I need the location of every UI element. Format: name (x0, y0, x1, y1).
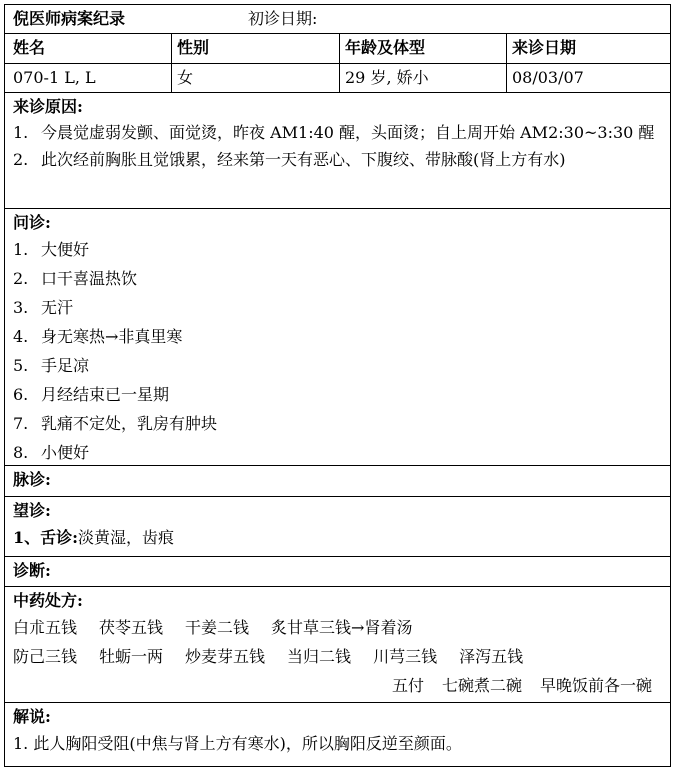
record-header (4, 4, 671, 34)
inquiry-item (5, 293, 670, 322)
inquiry-item-number: 6. (13, 385, 29, 404)
explanation-title: 解说: (13, 707, 51, 726)
herb-item: 当归二钱 (287, 647, 352, 666)
herb-item: 牡蛎一两 (99, 647, 164, 666)
tongue-text: 淡黄湿，齿痕 (78, 528, 175, 547)
inquiry-item-number: 2. (13, 269, 29, 288)
explanation-item-number: 1. (13, 734, 29, 753)
pulse-title: 脉诊: (13, 470, 51, 489)
diagnosis-title: 诊断: (13, 561, 51, 580)
inquiry-item-text: 无汗 (41, 298, 74, 317)
inquiry-item (5, 264, 670, 293)
inquiry-item-number: 8. (13, 443, 29, 462)
visit-date: 08/03/07 (506, 64, 670, 92)
inquiry-title: 问诊: (13, 213, 51, 232)
explanation-item-text: 此人胸阳受阻(中焦与肾上方有寒水)，所以胸阳反逆至颜面。 (33, 734, 462, 753)
inquiry-item (5, 409, 670, 438)
inquiry-item-number: 4. (13, 327, 29, 346)
herb-item: 白朮五钱 (13, 618, 78, 637)
herb-item: 泽泻五钱 (459, 647, 524, 666)
prescription-section (4, 587, 671, 703)
reason-item-text: 今晨觉虚弱发颤、面觉烫，昨夜 AM1:40 醒，头面烫；自上周开始 AM2:30~3:30 醒 (41, 123, 655, 142)
tongue-label: 1、舌诊: (13, 528, 79, 547)
column-visit-date-header: 来诊日期 (506, 34, 670, 63)
inquiry-item-text: 月经结束已一星期 (41, 385, 170, 404)
tongue-diagnosis (5, 523, 670, 552)
reason-section (4, 93, 671, 209)
patient-table-row (4, 64, 671, 93)
dosage-boil: 七碗煮二碗 (441, 676, 522, 695)
column-age-header: 年龄及体型 (339, 34, 506, 63)
herb-item: 茯苓五钱 (99, 618, 164, 637)
diagnosis-section (4, 557, 671, 587)
herb-item: 防己三钱 (13, 647, 78, 666)
reason-item (5, 119, 670, 146)
inquiry-item (5, 438, 670, 467)
prescription-title: 中药处方: (13, 591, 83, 610)
herb-item: 干姜二钱 (185, 618, 250, 637)
inquiry-item (5, 235, 670, 264)
inquiry-item (5, 380, 670, 409)
reason-item-text: 此次经前胸胀且觉饿累，经来第一天有恶心、下腹绞、带脉酸(肾上方有水) (41, 150, 566, 169)
reason-item-number: 2. (13, 150, 29, 169)
patient-name: 070-1 L, L (13, 68, 96, 87)
explanation-item (5, 729, 670, 758)
inquiry-item (5, 351, 670, 380)
inquiry-item-number: 1. (13, 240, 29, 259)
dosage-timing: 早晚饭前各一碗 (539, 676, 652, 695)
inquiry-item-text: 口干喜温热饮 (41, 269, 138, 288)
observation-section (4, 497, 671, 557)
dosage-count: 五付 (391, 676, 424, 695)
herb-item: 炒麦芽五钱 (185, 647, 266, 666)
patient-gender: 女 (171, 64, 339, 92)
inquiry-item-text: 手足凉 (41, 356, 90, 375)
reason-title: 来诊原因: (13, 97, 83, 116)
pulse-section (4, 466, 671, 497)
record-title: 倪医师病案纪录 (13, 9, 126, 28)
explanation-section (4, 703, 671, 767)
inquiry-item (5, 322, 670, 351)
inquiry-item-number: 3. (13, 298, 29, 317)
inquiry-item-text: 乳痛不定处，乳房有肿块 (41, 414, 218, 433)
patient-table-header (4, 34, 671, 64)
first-visit-date-label: 初诊日期: (248, 9, 318, 28)
column-name-header: 姓名 (13, 38, 46, 57)
observation-title: 望诊: (13, 501, 51, 520)
reason-item (5, 146, 670, 173)
inquiry-item-number: 7. (13, 414, 29, 433)
herb-line-2 (5, 642, 670, 671)
dosage-instructions (5, 671, 670, 700)
reason-item-number: 1. (13, 123, 29, 142)
inquiry-section (4, 209, 671, 466)
column-gender-header: 性别 (171, 34, 339, 63)
inquiry-item-text: 身无寒热→非真里寒 (41, 327, 183, 346)
herb-item: 炙甘草三钱→肾着汤 (271, 618, 413, 637)
inquiry-item-number: 5. (13, 356, 29, 375)
inquiry-item-text: 大便好 (41, 240, 90, 259)
herb-line-1 (5, 613, 670, 642)
herb-item: 川芎三钱 (373, 647, 438, 666)
patient-age: 29 岁, 娇小 (339, 64, 506, 92)
inquiry-item-text: 小便好 (41, 443, 90, 462)
